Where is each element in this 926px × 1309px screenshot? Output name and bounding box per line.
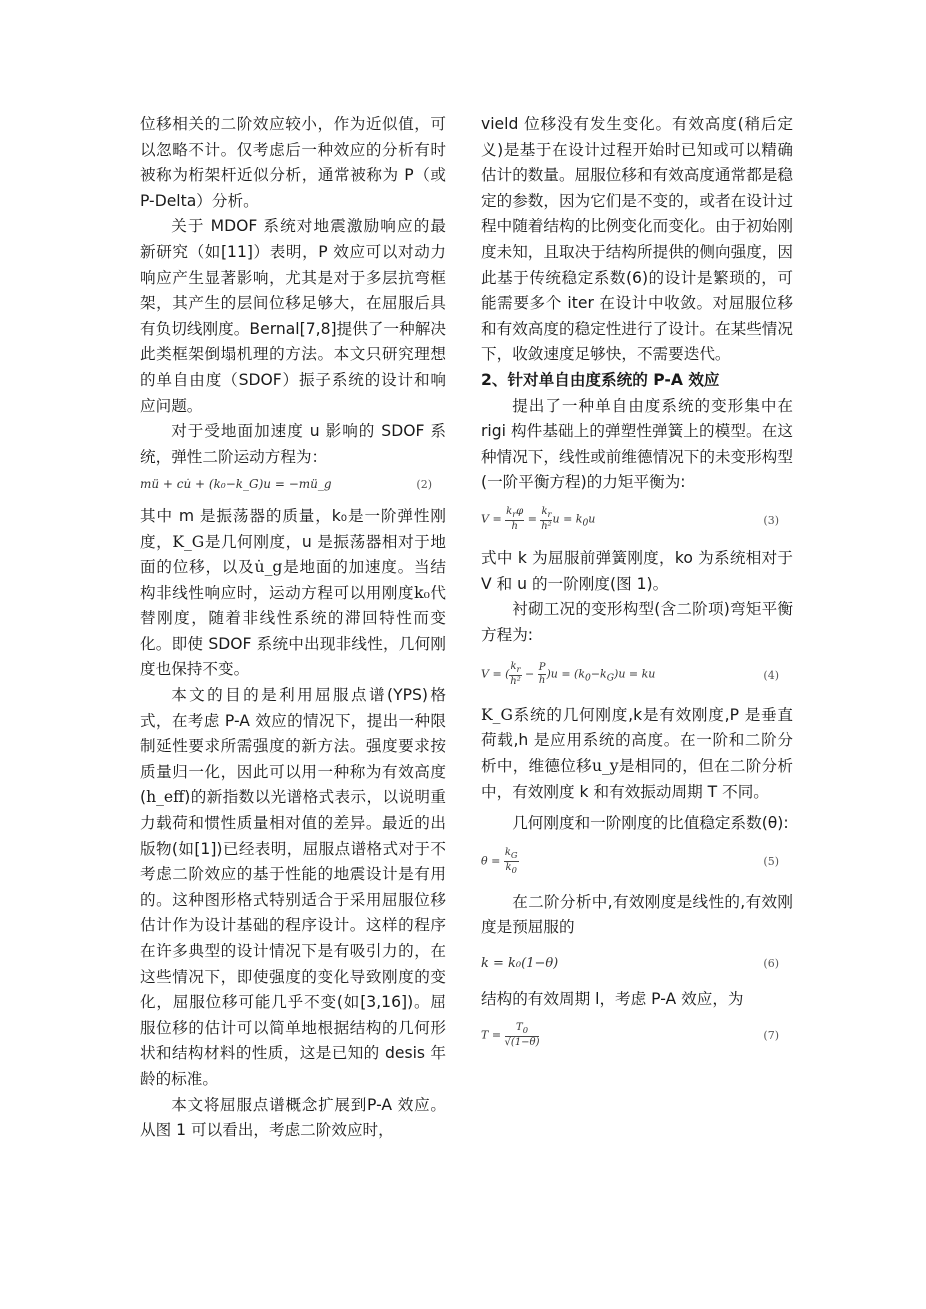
symbol: u̇_g bbox=[254, 558, 283, 577]
symbol: k₀ bbox=[414, 583, 430, 602]
symbol: K_G bbox=[481, 705, 513, 724]
paragraph: 几何刚度和一阶刚度的比值稳定系数(θ): bbox=[512, 814, 789, 833]
equation-4: V = ( $\frac{k_r}{\text{h²}}$ − $\frac{P}{h}$ )$u = (k_0-k_G)u$ = ku (4) bbox=[481, 661, 793, 691]
equation-6 bbox=[481, 951, 793, 977]
paragraph: 关于 MDOF 系统对地震激励响应的最新研究（如[11]）表明，P 效应可以对动力响应产生显著影响，尤其是对于多层抗弯框架，其产生的层间位移足够大，在屈服后具有负切线刚度。Bernal[7,8]提供了一种解决此类框架倒塌机理的方法。本文只研究理想的单自由度（SDOF）振子系统的设计和响应问题。 bbox=[140, 217, 446, 415]
equation-number: (3) bbox=[763, 514, 779, 528]
paragraph bbox=[481, 703, 793, 805]
equation-number: (4) bbox=[763, 668, 779, 682]
equation-6-body: k = k₀(1−θ) bbox=[481, 956, 559, 971]
text-run: 是几何刚度，u 是振荡器相对于地面的位移，以及 bbox=[140, 532, 446, 577]
equation-5: θ = $\frac{k_G}{k_0}$ (5) bbox=[481, 847, 793, 876]
text-run: 是地面的加速度。当结构非线性响应时，运动方程可以用刚度 bbox=[140, 558, 446, 602]
text-run: 系统的几何刚度,k是有效刚度,P 是垂直荷载,h 是应用系统的高度。在一阶和二阶分析中，维德位移 bbox=[481, 705, 793, 776]
text-run: 其中 m 是振荡器的质量，k₀是一阶弹性刚度， bbox=[140, 506, 446, 551]
symbol: h_eff bbox=[146, 788, 185, 807]
paragraph: 本文将屈服点谱概念扩展到P-A 效应。从图 1 可以看出，考虑二阶效应时， bbox=[140, 1095, 446, 1140]
paragraph bbox=[140, 504, 446, 683]
symbol: u_y bbox=[591, 757, 619, 776]
paragraph: 衬砌工况的变形构型(含二阶项)弯矩平衡方程为: bbox=[481, 600, 793, 644]
paragraph: 提出了一种单自由度系统的变形集中在 rigi 构件基础上的弹塑性弹簧上的模型。在这种情况下，线性或前维德情况下的未变形构型(一阶平衡方程)的力矩平衡为: bbox=[481, 396, 793, 492]
paragraph: 结构的有效周期 l，考虑 P-A 效应，为 bbox=[481, 989, 744, 1008]
text-run: 代替刚度，随着非线性系统的滞回特性而变化。即使 SDOF 系统中出现非线性，几何刚度也保持不变。 bbox=[140, 583, 446, 679]
text-run: 本文的目的是利用屈服点谱(YPS)格式，在考虑 P-A 效应的情况下，提出一种限制延性要求所需强度的新方法。强度要求按质量归一化，因此可以用一种称为有效高度( bbox=[140, 686, 446, 807]
equation-7: T = $\frac{T_0}{√(1-\theta)}$ (7) bbox=[481, 1022, 793, 1049]
paragraph bbox=[140, 683, 446, 1093]
text-run: 是相同的，但在二阶分析中，有效刚度 k 和有效振动周期 T 不同。 bbox=[481, 757, 793, 801]
text-run: )的新指数以光谱格式表示，以说明重力载荷和惯性质量相对值的差异。最近的出版物(如[1])已经表明，屈服点谱格式对于不考虑二阶效应的基于性能的地震设计是有用的。这种图形格式特别适合于采用屈服位移估计作为设计基础的程序设计。这样的程序在许多典型的设计情况下是有吸引力的，在这些情况下，即使强度的变化导致刚度的变化，屈服位移可能几乎不变(如[3,16])。屈服位移的估计可以简单地根据结构的几何形状和结构材料的性质，这是已知的 desis 年龄的标准。 bbox=[140, 788, 446, 1088]
equation-number: (2) bbox=[416, 478, 432, 492]
equation-2-body: mü + cu̇ + (k₀−k_G)u = −mü_g bbox=[140, 477, 332, 492]
equation-number: (7) bbox=[763, 1028, 779, 1042]
right-column bbox=[481, 112, 793, 1049]
paragraph: 在二阶分析中,有效刚度是线性的,有效刚度是预屈服的 bbox=[481, 892, 793, 937]
equation-number: (5) bbox=[763, 854, 779, 868]
equation-number: (6) bbox=[763, 957, 779, 970]
paragraph: 位移相关的二阶效应较小，作为近似值，可以忽略不计。仅考虑后一种效应的分析有时被称为桁架杆近似分析，通常被称为 P（或 P-Delta）分析。 bbox=[140, 115, 446, 210]
symbol: K_G bbox=[172, 532, 205, 551]
equation-2 bbox=[140, 472, 446, 498]
left-column bbox=[140, 112, 446, 1144]
equation-3: V = $\frac{k_r\varphi}{h}$ = $\frac{k_r}{\text{h²}}$ $u = k_0u$ (3) bbox=[481, 506, 793, 536]
section-heading: 2、针对单自由度系统的 P-A 效应 bbox=[481, 370, 720, 389]
paragraph: vield 位移没有发生变化。有效高度(稍后定义)是基于在设计过程开始时已知或可以精确估计的数量。屈服位移和有效高度通常都是稳定的参数，因为它们是不变的，或者在设计过程中随着结构的比例变化而变化。由于初始刚度未知，且取决于结构所提供的侧向强度，因此基于传统稳定系数(6)的设计是繁琐的，可能需要多个 iter 在设计中收敛。对屈服位移和有效高度的稳定性进行了设计。在某些情况下，收敛速度足够快，不需要迭代。 bbox=[481, 115, 793, 364]
paragraph: 对于受地面加速度 u 影响的 SDOF 系统，弹性二阶运动方程为： bbox=[140, 422, 446, 466]
paragraph: 式中 k 为屈服前弹簧刚度，ko 为系统相对于 V 和 u 的一阶刚度(图 1)。 bbox=[481, 549, 793, 593]
